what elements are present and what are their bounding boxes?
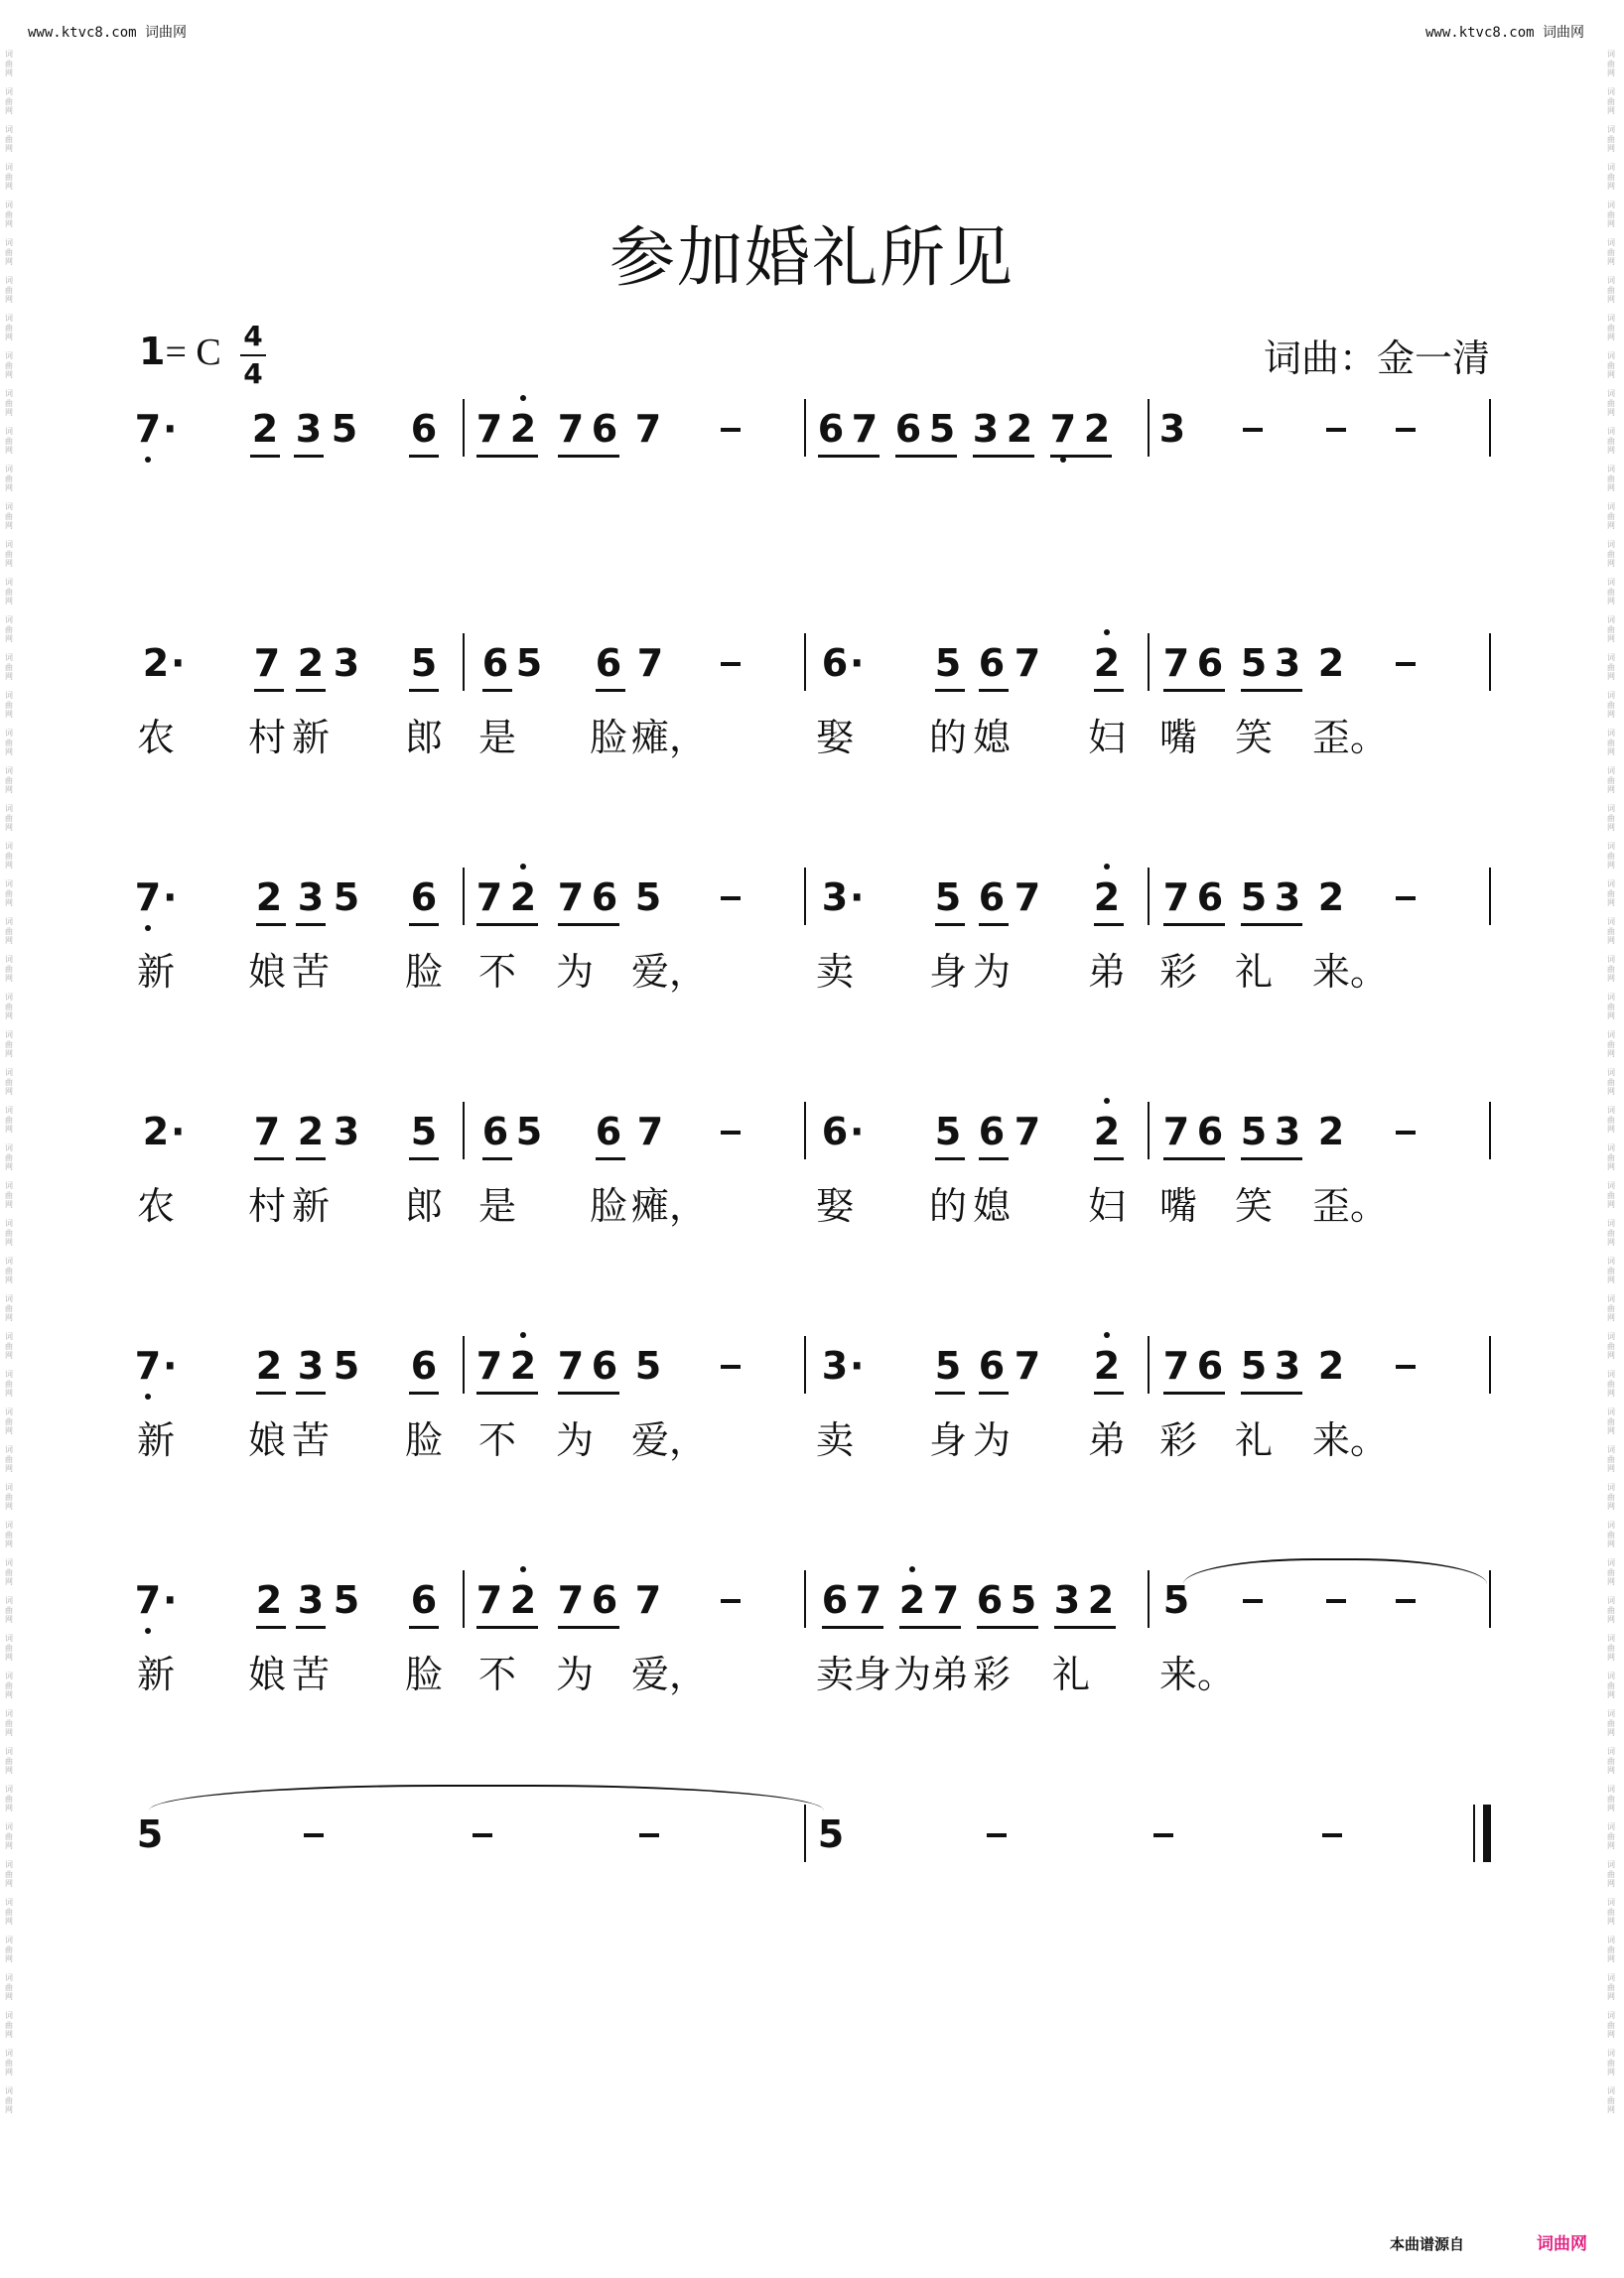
note: 2 bbox=[255, 875, 283, 919]
augmentation-dot: · bbox=[163, 1578, 178, 1622]
note: 5 bbox=[515, 641, 543, 685]
note: 2 bbox=[1006, 407, 1033, 451]
note: 3 bbox=[333, 641, 360, 685]
note: 6 bbox=[410, 1578, 438, 1622]
note: 5 bbox=[333, 875, 360, 919]
staff-row-3 bbox=[0, 875, 1624, 935]
note: 2 bbox=[1092, 1344, 1122, 1388]
note: 6 bbox=[894, 407, 922, 451]
note: 6 bbox=[591, 1344, 618, 1388]
note: 6 bbox=[595, 641, 622, 685]
note: 2 bbox=[897, 1578, 927, 1622]
note: 7 bbox=[851, 407, 879, 451]
note: 3 bbox=[1274, 641, 1301, 685]
augmentation-dot: · bbox=[163, 875, 178, 919]
note: 7 bbox=[932, 1578, 960, 1622]
note: 6 bbox=[821, 641, 849, 685]
note: 2 bbox=[1317, 1110, 1345, 1153]
note: 7 bbox=[1162, 641, 1190, 685]
augmentation-dot: · bbox=[850, 1110, 865, 1153]
staff-row-4 bbox=[0, 1110, 1624, 1169]
note: 7 bbox=[475, 875, 503, 919]
note: 7 bbox=[475, 1578, 503, 1622]
note: 7 bbox=[557, 1578, 585, 1622]
note: 7 bbox=[133, 1578, 163, 1622]
lyrics-row-3: 新 娘 苦 脸 不 为 爱， 卖 身 为 弟 彩 礼 来。 bbox=[137, 950, 1389, 994]
note: 6 bbox=[821, 1110, 849, 1153]
note: 2 bbox=[142, 641, 170, 685]
note: 2 bbox=[255, 1578, 283, 1622]
note: 7 bbox=[1048, 407, 1078, 451]
note: 5 bbox=[1240, 641, 1268, 685]
augmentation-dot: · bbox=[171, 1110, 186, 1153]
note: 5 bbox=[1240, 1344, 1268, 1388]
staff-row-1 bbox=[0, 407, 1624, 467]
note: 6 bbox=[481, 641, 509, 685]
note: 7 bbox=[133, 875, 163, 919]
staff-row-7 bbox=[0, 1812, 1624, 1872]
note: 7 bbox=[1014, 875, 1041, 919]
note: 5 bbox=[333, 1578, 360, 1622]
note: 7 bbox=[557, 407, 585, 451]
note: 2 bbox=[1092, 641, 1122, 685]
key-signature bbox=[139, 330, 221, 374]
note: 6 bbox=[817, 407, 845, 451]
note: 7 bbox=[133, 1344, 163, 1388]
note: 3 bbox=[297, 875, 325, 919]
note: 3 bbox=[821, 875, 849, 919]
song-title: 参加婚礼所见 bbox=[609, 219, 1015, 296]
note: 6 bbox=[1196, 1344, 1224, 1388]
key-name: = C bbox=[165, 332, 221, 373]
note: 2 bbox=[508, 875, 538, 919]
note: 5 bbox=[928, 407, 956, 451]
note: 2 bbox=[251, 407, 279, 451]
note: 2 bbox=[1092, 1110, 1122, 1153]
note: 7 bbox=[1014, 1344, 1041, 1388]
note: 7 bbox=[1014, 641, 1041, 685]
note: 3 bbox=[295, 407, 323, 451]
augmentation-dot: · bbox=[163, 1344, 178, 1388]
note: 3 bbox=[972, 407, 1000, 451]
note: 2 bbox=[297, 641, 325, 685]
note: 5 bbox=[817, 1812, 845, 1856]
note: 6 bbox=[410, 1344, 438, 1388]
note: 6 bbox=[978, 875, 1006, 919]
note: 7 bbox=[1162, 875, 1190, 919]
note: 5 bbox=[1010, 1578, 1037, 1622]
note: 3 bbox=[297, 1578, 325, 1622]
lyrics-row-5: 新 娘 苦 脸 不 为 爱， 卖 身 为 弟 彩 礼 来。 bbox=[137, 1418, 1389, 1462]
note: 2 bbox=[1317, 1344, 1345, 1388]
note: 2 bbox=[142, 1110, 170, 1153]
note: 2 bbox=[1087, 1578, 1115, 1622]
footer-brand-link[interactable]: 词曲网 bbox=[1537, 2234, 1587, 2254]
augmentation-dot: · bbox=[163, 407, 178, 451]
augmentation-dot: · bbox=[850, 1344, 865, 1388]
note: 6 bbox=[821, 1578, 849, 1622]
note: 6 bbox=[978, 1110, 1006, 1153]
staff-row-2 bbox=[0, 641, 1624, 701]
key-one: 1 bbox=[139, 330, 166, 373]
note: 2 bbox=[1317, 641, 1345, 685]
note: 5 bbox=[634, 1344, 662, 1388]
note: 5 bbox=[515, 1110, 543, 1153]
note: 7 bbox=[634, 407, 662, 451]
augmentation-dot: · bbox=[850, 641, 865, 685]
note: 6 bbox=[1196, 875, 1224, 919]
augmentation-dot: · bbox=[850, 875, 865, 919]
note: 7 bbox=[634, 1578, 662, 1622]
note: 2 bbox=[1317, 875, 1345, 919]
note: 3 bbox=[297, 1344, 325, 1388]
note: 3 bbox=[1053, 1578, 1081, 1622]
note: 5 bbox=[934, 641, 962, 685]
note: 5 bbox=[410, 641, 438, 685]
note: 3 bbox=[1274, 875, 1301, 919]
time-signature-top: 4 bbox=[243, 320, 263, 352]
note: 7 bbox=[475, 1344, 503, 1388]
note: 6 bbox=[1196, 1110, 1224, 1153]
note: 5 bbox=[634, 875, 662, 919]
staff-row-5 bbox=[0, 1344, 1624, 1404]
note: 6 bbox=[410, 875, 438, 919]
note: 2 bbox=[508, 407, 538, 451]
note: 7 bbox=[557, 1344, 585, 1388]
note: 5 bbox=[934, 875, 962, 919]
note: 7 bbox=[253, 1110, 281, 1153]
note: 6 bbox=[481, 1110, 509, 1153]
note: 3 bbox=[1158, 407, 1186, 451]
note: 6 bbox=[591, 407, 618, 451]
note: 6 bbox=[1196, 641, 1224, 685]
note: 3 bbox=[1274, 1110, 1301, 1153]
note: 2 bbox=[1083, 407, 1111, 451]
note: 6 bbox=[978, 641, 1006, 685]
lyrics-row-6: 新 娘 苦 脸 不 为 爱， 卖 身 为 弟 彩 礼 来。 bbox=[137, 1653, 1236, 1696]
side-watermark-right: 词 曲 网 词 曲 网 词 曲 网 词 曲 网 词 曲 网 词 曲 网 词 曲 网 词 曲 网 词 曲 网 词 曲 网 词 曲 网 词 曲 网 词 曲 网 词 曲 网 词 曲 网 词 曲 网 词 曲 网 词 曲 网 词 曲 网 词 曲 网 词 曲 网 词 曲 网 词 曲 网 词 曲 网 词 曲 网 词 曲 网 词 曲 网 词 曲 网 词 曲 网 词 曲 网 词 曲 网 词 曲 网 词 曲 网 词 曲 网 词 曲 网 词 曲 网 词 曲 网 词 曲 网 词 曲 网 词 曲 网 词 曲 网 词 曲 网 词 曲 网 词 曲 网 词 曲 网 词 曲 网 词 曲 网 词 曲 网 词 曲 网 词 曲 网 词 曲 网 词 曲 网 词 曲 网 词 曲 网 词 曲 网 bbox=[1607, 50, 1615, 2114]
note: 2 bbox=[255, 1344, 283, 1388]
note: 5 bbox=[934, 1110, 962, 1153]
lyrics-row-4: 农 村 新 郎 是 脸 瘫， 娶 的 媳 妇 嘴 笑 歪。 bbox=[137, 1184, 1389, 1228]
note: 5 bbox=[1162, 1578, 1190, 1622]
lyrics-row-2: 农 村 新 郎 是 脸 瘫， 娶 的 媳 妇 嘴 笑 歪。 bbox=[137, 716, 1389, 759]
note: 7 bbox=[557, 875, 585, 919]
note: 6 bbox=[591, 1578, 618, 1622]
side-watermark-left: 词 曲 网 词 曲 网 词 曲 网 词 曲 网 词 曲 网 词 曲 网 词 曲 网 词 曲 网 词 曲 网 词 曲 网 词 曲 网 词 曲 网 词 曲 网 词 曲 网 词 曲 网 词 曲 网 词 曲 网 词 曲 网 词 曲 网 词 曲 网 词 曲 网 词 曲 网 词 曲 网 词 曲 网 词 曲 网 词 曲 网 词 曲 网 词 曲 网 词 曲 网 词 曲 网 词 曲 网 词 曲 网 词 曲 网 词 曲 网 词 曲 网 词 曲 网 词 曲 网 词 曲 网 词 曲 网 词 曲 网 词 曲 网 词 曲 网 词 曲 网 词 曲 网 词 曲 网 词 曲 网 词 曲 网 词 曲 网 词 曲 网 词 曲 网 词 曲 网 词 曲 网 词 曲 网 词 曲 网 词 曲 网 bbox=[5, 50, 13, 2114]
note: 5 bbox=[331, 407, 358, 451]
composer-credit: 词曲：金一清 bbox=[1263, 336, 1490, 380]
note: 3 bbox=[1274, 1344, 1301, 1388]
note: 3 bbox=[333, 1110, 360, 1153]
note: 7 bbox=[1014, 1110, 1041, 1153]
note: 7 bbox=[1162, 1344, 1190, 1388]
time-signature bbox=[238, 320, 268, 391]
note: 7 bbox=[1162, 1110, 1190, 1153]
note: 5 bbox=[1240, 875, 1268, 919]
note: 5 bbox=[410, 1110, 438, 1153]
site-header-left: www.ktvc8.com 词曲网 bbox=[28, 25, 188, 41]
note: 6 bbox=[978, 1344, 1006, 1388]
note: 7 bbox=[475, 407, 503, 451]
note: 7 bbox=[636, 641, 664, 685]
note: 6 bbox=[976, 1578, 1004, 1622]
footer-source-label: 本曲谱源自 bbox=[1390, 2235, 1465, 2253]
note: 6 bbox=[591, 875, 618, 919]
note: 2 bbox=[508, 1578, 538, 1622]
note: 2 bbox=[1092, 875, 1122, 919]
augmentation-dot: · bbox=[171, 641, 186, 685]
note: 2 bbox=[297, 1110, 325, 1153]
time-signature-bottom: 4 bbox=[243, 357, 263, 390]
note: 7 bbox=[636, 1110, 664, 1153]
note: 6 bbox=[410, 407, 438, 451]
site-header-right: www.ktvc8.com 词曲网 bbox=[1424, 25, 1584, 41]
note: 5 bbox=[934, 1344, 962, 1388]
note: 5 bbox=[136, 1812, 164, 1856]
note: 7 bbox=[133, 407, 163, 451]
note: 5 bbox=[333, 1344, 360, 1388]
note: 7 bbox=[855, 1578, 882, 1622]
note: 7 bbox=[253, 641, 281, 685]
note: 3 bbox=[821, 1344, 849, 1388]
staff-row-6 bbox=[0, 1578, 1624, 1638]
note: 6 bbox=[595, 1110, 622, 1153]
note: 2 bbox=[508, 1344, 538, 1388]
note: 5 bbox=[1240, 1110, 1268, 1153]
